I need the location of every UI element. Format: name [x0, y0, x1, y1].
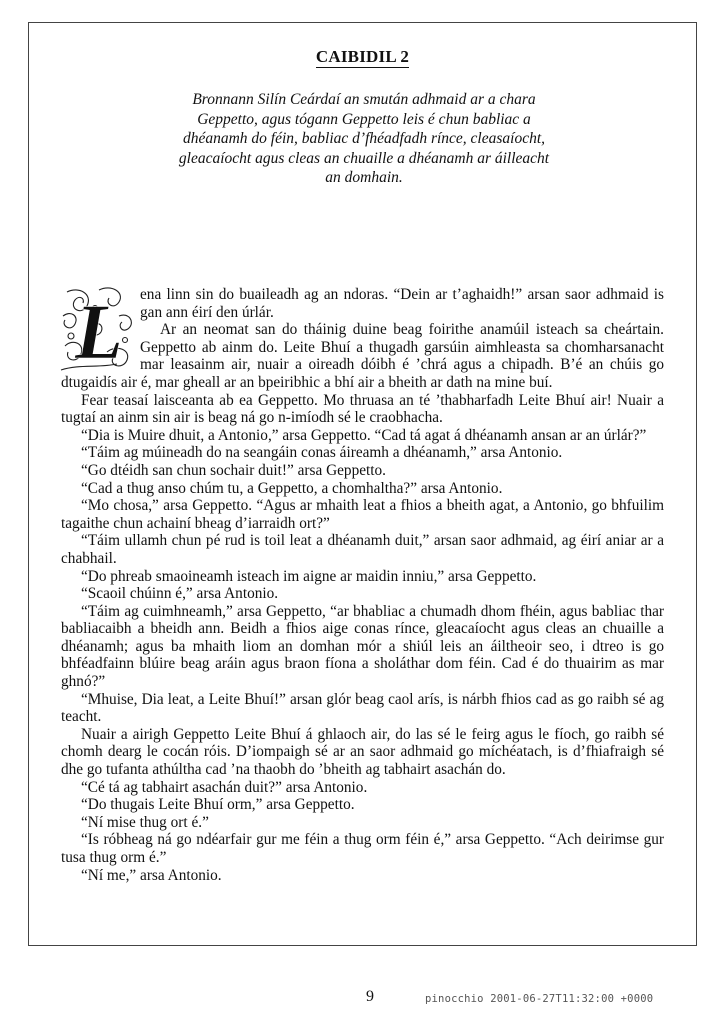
paragraph-18: “Is róbheag ná go ndéarfair gur me féin a thug orm féin é,” arsa Geppetto. “Ach deirimse gur tusa thug orm é.”	[61, 831, 664, 866]
chapter-body	[61, 286, 664, 884]
paragraph-11: “Scaoil chúinn é,” arsa Antonio.	[81, 585, 279, 603]
paragraph-13: “Mhuise, Dia leat, a Leite Bhuí!” arsan glór beag caol arís, is nárbh fhios cad as go raibh sé ag teacht.	[61, 690, 664, 726]
paragraph-10: “Do phreab smaoineamh isteach im aigne ar maidin inniu,” arsa Geppetto.	[81, 567, 537, 585]
page-number: 9	[366, 988, 374, 1005]
paragraph-7: “Cad a thug anso chúm tu, a Geppetto, a chomhaltha?” arsa Antonio.	[81, 479, 503, 497]
paragraph-5: “Táim ag múineadh do na seangáin conas áireamh a dhéanamh,” arsa Antonio.	[81, 444, 563, 462]
paragraph-14: Nuair a airigh Geppetto Leite Bhuí á ghlaoch air, do las sé le feirg agus le fíoch, go raibh sé chomh dearg le cocán róis. D’iompaigh sé ar an saor adhmaid go míchéatach, is d’fhiafraigh sé dhe go tufanta athúltha cad ’na thaobh do ’bheith ag tabhairt asachán do.	[61, 725, 664, 779]
paragraph-17: “Ní mise thug ort é.”	[81, 813, 209, 831]
chapter-title: CAIBIDIL 2	[315, 47, 410, 66]
chapter-summary: Bronnann Silín Ceárdaí an smután adhmaid ar a chara Geppetto, agus tógann Geppetto leis é chun babliac a dhéanamh do féin, babliac d’fhéadfadh rínce, cleasaíocht, gleacaíocht agus cleas an chuaille a dhéanamh ar áilleacht an domhain.	[178, 91, 550, 186]
footer-metadata: pinocchio 2001-06-27T11:32:00 +0000	[425, 993, 654, 1005]
paragraph-12: “Táim ag cuimhneamh,” arsa Geppetto, “ar bhabliac a chumadh dhom fhéin, agus babliac thar babliacaibh a bheidh ann. Beidh a fhios aige conas rínce, gleacaíocht agus cleas an chuaille a dhéanamh; agus ba mhaith liom an domhan mór a shiúl leis an áiltheoir seo, i dtreo is go bhféadfainn blúire beag aráin agus braon fíona a sholáthar dom féin. Cad é do thuairim as mar ghnó?”	[61, 602, 664, 691]
paragraph-8: “Mo chosa,” arsa Geppetto. “Agus ar mhaith leat a fhios a bheith agat, a Antonio, go bhfuilim tagaithe chun achainí bheag d’iarraidh ort?”	[61, 497, 664, 532]
paragraph-16: “Do thugais Leite Bhuí orm,” arsa Geppetto.	[81, 796, 355, 814]
dropcap-flourish	[59, 286, 136, 372]
paragraph-6: “Go dtéidh san chun sochair duit!” arsa Geppetto.	[81, 461, 386, 479]
paragraph-15: “Cé tá ag tabhairt asachán duit?” arsa Antonio.	[81, 778, 368, 796]
paragraph-2: Ar an neomat san do tháinig duine beag foirithe anamúil isteach sa cheártain. Geppetto ab ainm do. Leite Bhuí a thugadh garsúin aimhleasta sa chomharsanacht mar leasainm air, nuair a oireadh dóibh é ’chrá agus a chipadh. B’é an chúis go dtugaidís air é, mar gheall ar an bpeiribhic a bhí air a bheith ar dath na mine buí.	[61, 321, 664, 391]
dropcap-letter: L	[75, 288, 123, 372]
paragraph-4: “Dia is Muire dhuit, a Antonio,” arsa Geppetto. “Cad tá agat á dhéanamh ansan ar an úrlár?”	[81, 426, 647, 444]
paragraph-19: “Ní me,” arsa Antonio.	[81, 866, 222, 884]
page-frame	[28, 22, 697, 946]
paragraph-3: Fear teasaí laisceanta ab ea Geppetto. Mo thruasa an té ’thabharfadh Leite Bhuí air! Nuair a tugtaí an ainm sin air is beag ná go n-imíodh sé le craobhacha.	[61, 391, 664, 427]
paragraph-1: L ena linn sin do buaileadh ag an ndoras. “Dein ar t’aghaidh!” arsan saor adhmaid is gan ann éirí den úrlár.	[61, 286, 664, 321]
paragraph-9: “Táim ullamh chun pé rud is toil leat a dhéanamh duit,” arsan saor adhmaid, ag éirí aniar ar a chabhail.	[61, 532, 664, 567]
dropcap-ornament	[59, 286, 136, 372]
